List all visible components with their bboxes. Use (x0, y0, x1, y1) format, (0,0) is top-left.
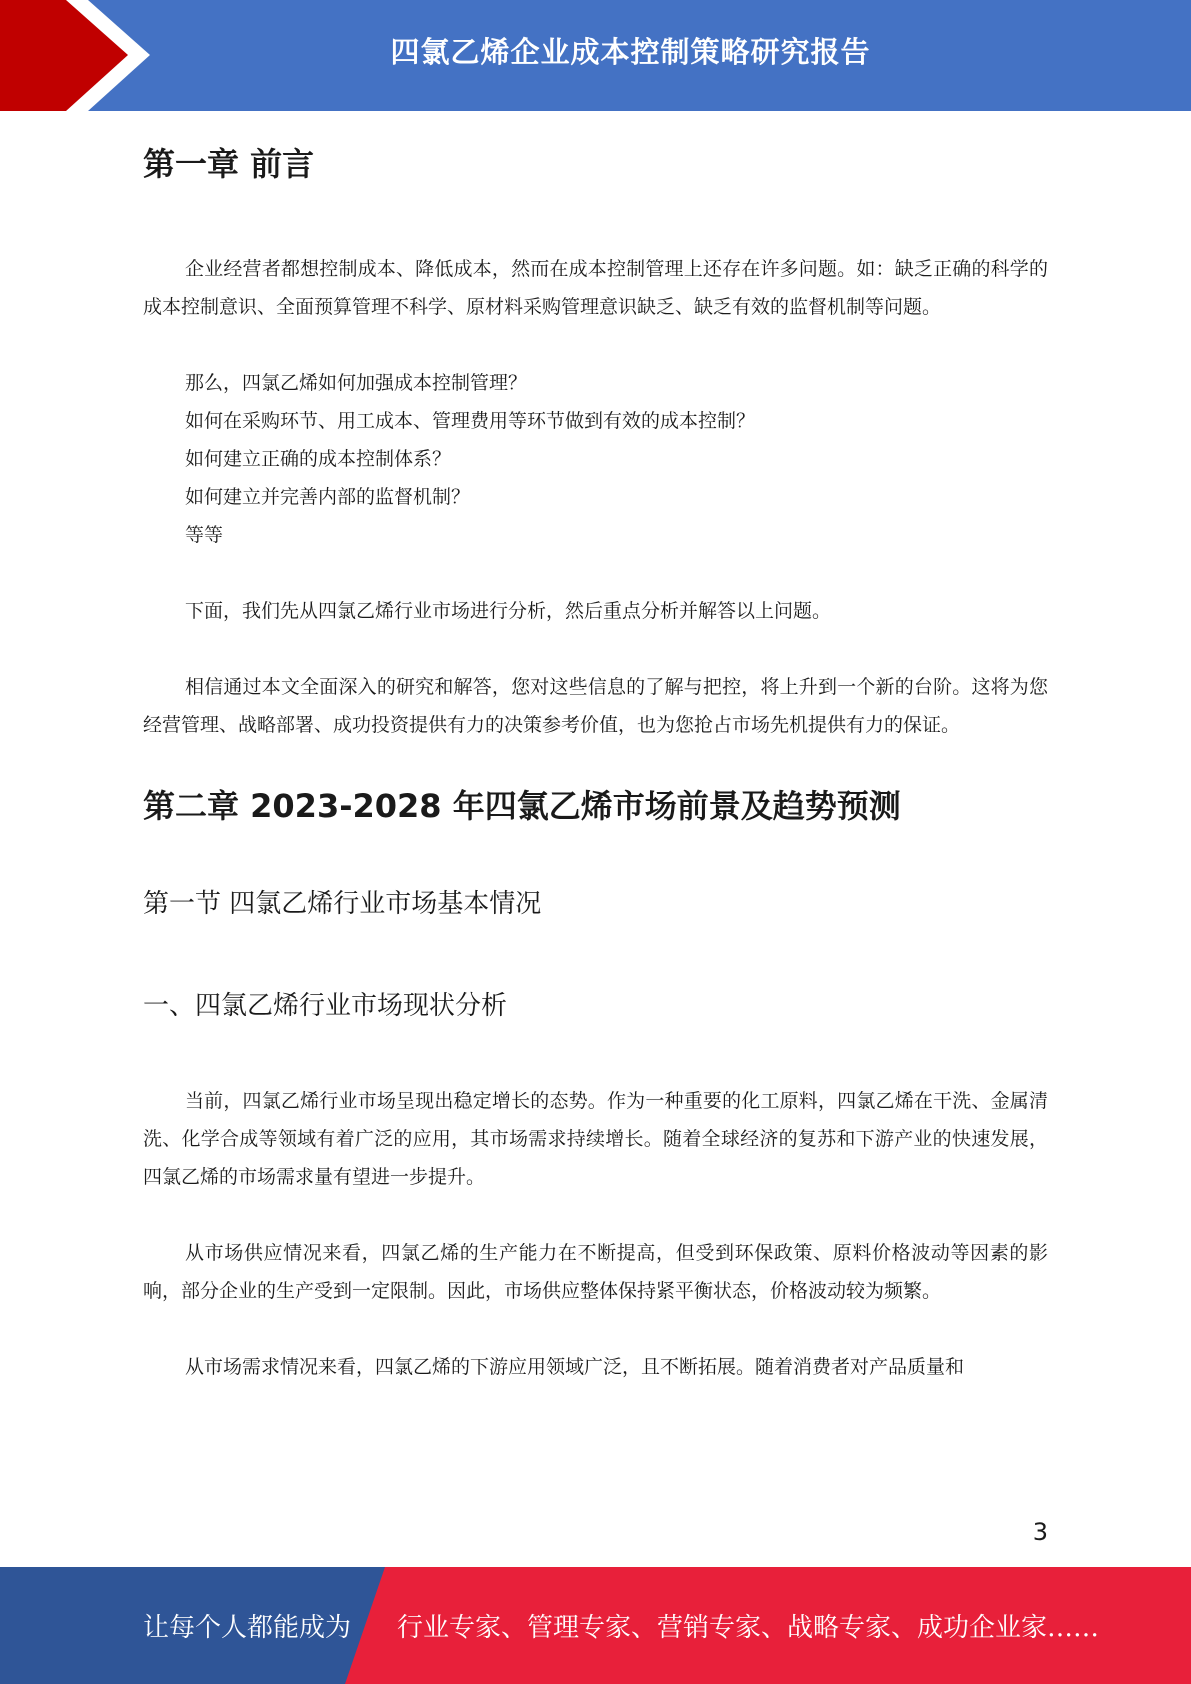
subsection1-title: 一、四氯乙烯行业市场现状分析 (143, 991, 508, 1021)
page-number: 3 (1032, 1518, 1048, 1546)
chapter2-paragraph: 当前，四氯乙烯行业市场呈现出稳定增长的态势。作为一种重要的化工原料，四氯乙烯在干洗、金属清洗、化学合成等领域有着广泛的应用，其市场需求持续增长。随着全球经济的复苏和下游产业的快速发展，四氯乙烯的市场需求量有望进一步提升。 (143, 1090, 1048, 1188)
section1-title: 第一节 四氯乙烯行业市场基本情况 (143, 889, 542, 919)
footer-banner (0, 1567, 1191, 1684)
chapter2-title: 第二章 2023-2028 年四氯乙烯市场前景及趋势预测 (143, 787, 901, 825)
question-item: 如何建立正确的成本控制体系？ (185, 448, 452, 470)
question-item: 如何建立并完善内部的监督机制？ (185, 486, 471, 508)
question-item: 如何在采购环节、用工成本、管理费用等环节做到有效的成本控制？ (185, 410, 756, 432)
question-item: 等等 (185, 524, 224, 546)
report-title: 四氯乙烯企业成本控制策略研究报告 (390, 34, 871, 69)
chapter1-transition: 下面，我们先从四氯乙烯行业市场进行分析，然后重点分析并解答以上问题。 (185, 600, 832, 622)
header-banner (0, 0, 1191, 111)
question-item: 那么，四氯乙烯如何加强成本控制管理？ (185, 372, 528, 394)
page-content (143, 128, 1048, 1386)
chapter2-paragraph: 从市场需求情况来看，四氯乙烯的下游应用领域广泛，且不断拓展。随着消费者对产品质量和 (185, 1356, 965, 1378)
chapter2-paragraph: 从市场供应情况来看，四氯乙烯的生产能力在不断提高，但受到环保政策、原料价格波动等因素的影响，部分企业的生产受到一定限制。因此，市场供应整体保持紧平衡状态，价格波动较为频繁。 (143, 1242, 1048, 1302)
footer-slogan-left: 让每个人都能成为 (143, 1613, 352, 1643)
chapter1-conclusion: 相信通过本文全面深入的研究和解答，您对这些信息的了解与把控，将上升到一个新的台阶。这将为您经营管理、战略部署、成功投资提供有力的决策参考价值，也为您抢占市场先机提供有力的保证。 (143, 676, 1048, 736)
chapter1-title: 第一章 前言 (143, 145, 315, 183)
chapter1-intro: 企业经营者都想控制成本、降低成本，然而在成本控制管理上还存在许多问题。如：缺乏正确的科学的成本控制意识、全面预算管理不科学、原材料采购管理意识缺乏、缺乏有效的监督机制等问题。 (143, 258, 1048, 318)
footer-slogan-right: 行业专家、管理专家、营销专家、战略专家、成功企业家…… (397, 1613, 1100, 1643)
